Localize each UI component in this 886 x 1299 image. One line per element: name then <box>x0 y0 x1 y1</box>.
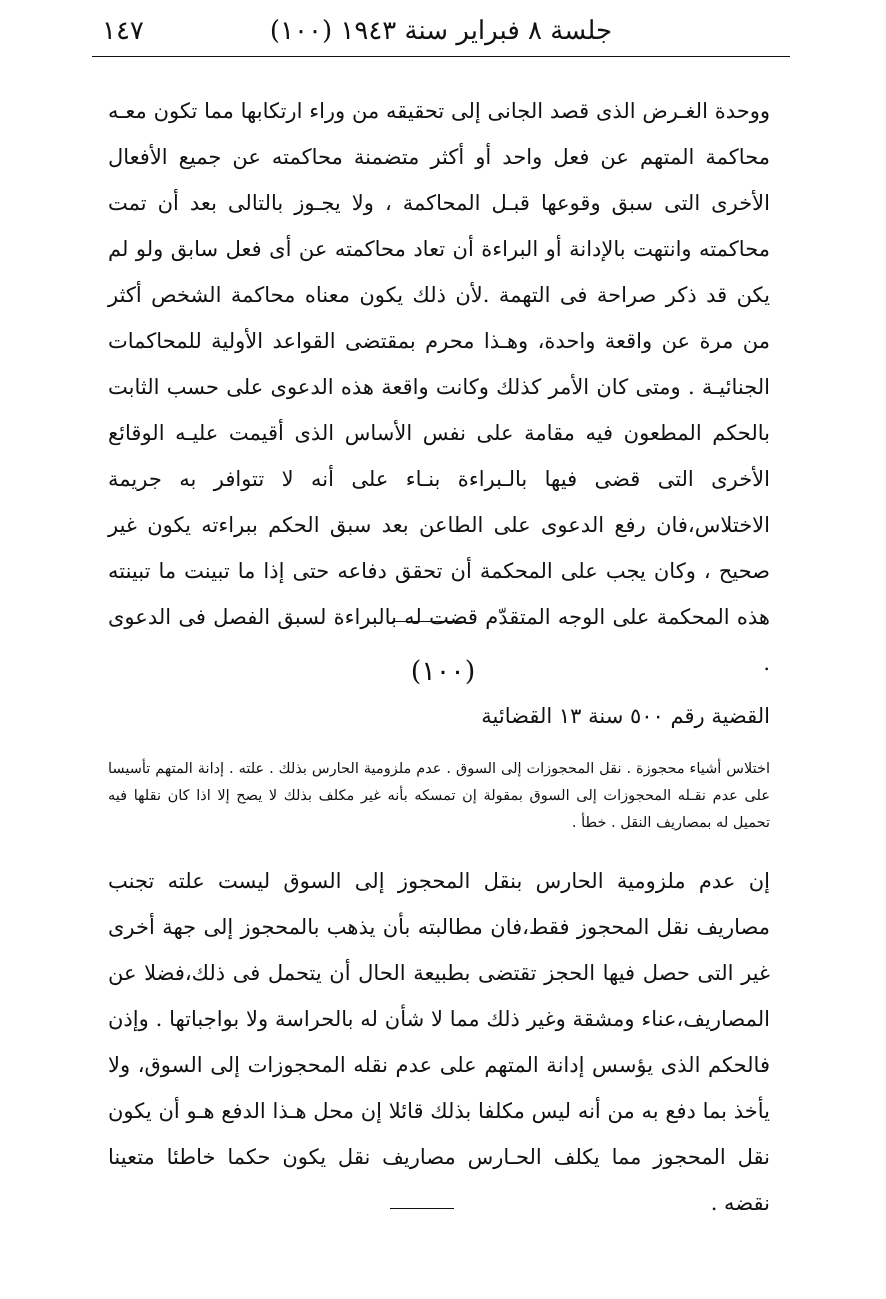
case-summary: اختلاس أشياء محجوزة . نقل المحجوزات إلى السوق . عدم ملزومية الحارس بذلك . علته . إدانة المتهم تأسيسا على عدم نقـله المحجوزات إلى السوق بمقولة إن تمسكه بأنه غير مكلف بذلك لا يصح إلا اذا كان نقلها فيه تحميل له بمصاريف النقل . خطأ . <box>108 761 770 831</box>
end-divider <box>390 1208 454 1209</box>
page-number: ١٤٧ <box>102 16 144 46</box>
case-number: (١٠٠) <box>410 656 476 687</box>
section-divider <box>392 621 462 622</box>
case-title: القضية رقم ٥٠٠ سنة ١٣ القضائية <box>481 704 770 728</box>
page-header <box>92 12 790 57</box>
continued-paragraph: ووحدة الغـرض الذى قصد الجانى إلى تحقيقه من وراء ارتكابها مما تكون معـه محاكمة المتهم عن فعل واحد أو أكثر متضمنة محاكمته عن جميع الأفعال الأخرى التى سبق وقوعها قبـل المحاكمة ، ولا يجـوز بالتالى بعد أن تمت محاكمته وانتهت بالإدانة أو البراءة أن تعاد محاكمته عن أى فعل سابق ولو لم يكن قد ذكر صراحة فى التهمة .لأن ذلك يكون معناه محاكمة الشخص أكثر من مرة عن واقعة واحدة، وهـذا محرم بمقتضى القواعد الأولية للمحاكمات الجنائيـة . ومتى كان الأمر كذلك وكانت واقعة هذه الدعوى على حسب الثابت بالحكم المطعون فيه مقامة على نفس الأساس الذى أقيمت عليـه الوقائع الأخرى التى قضى فيها بالـبراءة بنـاء على أنه لا تتوافر به جريمة الاختلاس،فان رفع الدعوى على الطاعن بعد سبق الحكم ببراءته يكون غير صحيح ، وكان يجب على المحكمة أن تحقق دفاعه حتى إذا ما تبينت ما تبينته هذه المحكمة على الوجه المتقدّم قضت له بالبراءة لسبق الفصل فى الدعوى . <box>108 99 770 675</box>
header-title: جلسة ٨ فبراير سنة ١٩٤٣ (١٠٠) <box>269 16 613 46</box>
ruling-paragraph: إن عدم ملزومية الحارس بنقل المحجوز إلى السوق ليست علته تجنب مصاريف نقل المحجوز فقط،فان مطالبته بأن يذهب بالمحجوز إلى جهة أخرى غير التى حصل فيها الحجز تقتضى بطبيعة الحال أن يتحمل فى ذلك،فضلا عن المصاريف،عناء ومشقة وغير ذلك مما لا شأن له بالحراسة ولا بواجباتها . وإذن فالحكم الذى يؤسس إدانة المتهم على عدم نقله المحجوزات إلى السوق، ولا يأخذ بما دفع به من أنه ليس مكلفا بذلك قائلا إن محل هـذا الدفع هـو أن يكون نقل المحجوز مما يكلف الحـارس مصاريف نقل يكون حكما خاطئا متعينا نقضه . <box>108 869 770 1215</box>
